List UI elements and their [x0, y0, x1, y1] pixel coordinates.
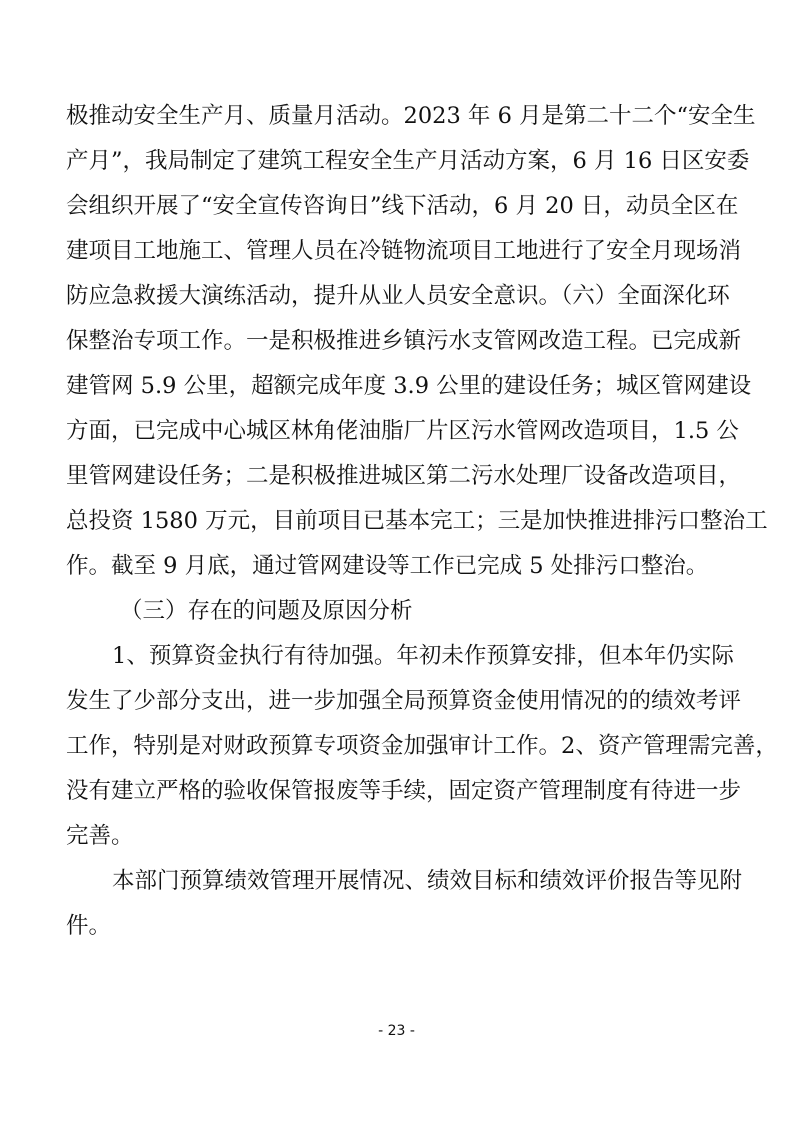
paragraph-line: 工作，特别是对财政预算专项资金加强审计工作。2、资产管理需完善，	[66, 733, 778, 759]
paragraph-line: 建管网 5.9 公里，超额完成年度 3.9 公里的建设任务；城区管网建设	[66, 373, 752, 399]
page-number: - 23 -	[378, 1023, 415, 1039]
section-heading: （三）存在的问题及原因分析	[120, 598, 413, 624]
paragraph-line: 作。截至 9 月底，通过管网建设等工作已完成 5 处排污口整治。	[66, 553, 709, 579]
paragraph-line: 会组织开展了“安全宣传咨询日”线下活动，6 月 20 日，动员全区在	[66, 193, 739, 219]
paragraph-line: 发生了少部分支出，进一步加强全局预算资金使用情况的的绩效考评	[66, 688, 742, 714]
paragraph-line: 1、预算资金执行有待加强。年初未作预算安排，但本年仍实际	[112, 643, 734, 669]
paragraph-line: 没有建立严格的验收保管报废等手续，固定资产管理制度有待进一步	[66, 778, 742, 804]
paragraph-line: 极推动安全生产月、质量月活动。2023 年 6 月是第二十二个“安全生	[66, 103, 756, 129]
paragraph-line: 防应急救援大演练活动，提升从业人员安全意识。（六）全面深化环	[66, 283, 730, 309]
paragraph-line: 产月”，我局制定了建筑工程安全生产月活动方案，6 月 16 日区安委	[66, 148, 750, 174]
paragraph-line: 完善。	[66, 823, 134, 849]
paragraph-line: 建项目工地施工、管理人员在冷链物流项目工地进行了安全月现场消	[66, 238, 742, 264]
paragraph-line: 本部门预算绩效管理开展情况、绩效目标和绩效评价报告等见附	[112, 868, 743, 894]
paragraph-line: 件。	[66, 913, 112, 939]
paragraph-line: 总投资 1580 万元，目前项目已基本完工；三是加快推进排污口整治工	[66, 508, 768, 534]
paragraph-line: 里管网建设任务；二是积极推进城区第二污水处理厂设备改造项目，	[66, 463, 742, 489]
paragraph-line: 方面，已完成中心城区林角佬油脂厂片区污水管网改造项目，1.5 公	[66, 418, 739, 444]
paragraph-line: 保整治专项工作。一是积极推进乡镇污水支管网改造工程。已完成新	[66, 328, 742, 354]
